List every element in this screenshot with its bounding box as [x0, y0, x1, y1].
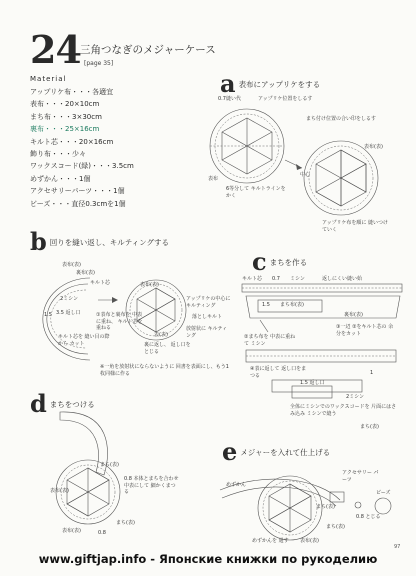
step-e-label: アクセサリー パーツ	[342, 470, 379, 483]
materials-list	[30, 86, 134, 210]
step-c-label: 1	[370, 370, 374, 376]
material-item: ワックスコード(緑)・・・3.5cm	[30, 162, 134, 171]
step-e-label: 表布(表)	[300, 538, 319, 544]
step-a-circle-right	[304, 141, 378, 215]
page-reference: [page 35]	[84, 60, 114, 67]
step-a-label: アップリケ位置をしるす	[258, 96, 313, 102]
step-b-label: 3.5 返し口	[56, 310, 81, 316]
step-c-title: まちを作る	[269, 257, 308, 267]
step-c-label: 裏布(表)	[344, 312, 363, 318]
material-item: まち布・・・3×30cm	[30, 112, 102, 121]
step-a-label: 6等分して キルトラインをかく	[226, 186, 286, 199]
step-e-label: ビーズ	[376, 490, 391, 496]
step-d-label: 0.8 本体とまちを合わせ 中表にして 細かくまつる	[124, 476, 179, 495]
material-item: 表布・・・20×10cm	[30, 100, 100, 109]
step-b-label: キルト芯を 縫い目の際から カット	[58, 334, 110, 347]
step-b-label: 表布(表)	[62, 262, 81, 268]
step-e-label: 0.8 とじる	[356, 514, 381, 520]
material-item: キルト芯・・・20×16cm	[30, 137, 114, 146]
step-d-heading	[30, 389, 95, 418]
step-b-label: 裏に返し、 返し口をとじる	[144, 342, 191, 355]
step-d-title: まちをつける	[49, 399, 95, 409]
step-a-letter: a	[220, 69, 236, 98]
step-a-label: まち付け位置の合い印をしるす	[306, 116, 377, 122]
step-d-letter: d	[30, 389, 47, 418]
step-a-heading	[220, 69, 321, 98]
step-b-label: 落としキルト	[192, 314, 222, 320]
step-c-label: ミシン	[290, 276, 305, 282]
step-e-label: めずかんを 通す	[252, 538, 289, 544]
material-item: めずかん・・・1個	[30, 174, 91, 183]
step-e-title: メジャーを入れて仕上げる	[240, 447, 331, 457]
material-item: 飾り布・・・少々	[30, 150, 86, 159]
step-c-label: キルト芯	[242, 276, 262, 282]
material-item: アクセサリーパーツ・・・1個	[30, 187, 125, 196]
step-b-label: ※一角を放射状にならないように 回書を表面にし、もう1枚同様に作る	[100, 364, 229, 377]
step-c-label: 2ミシン	[346, 394, 365, 400]
step-d-label: まち(表)	[116, 520, 135, 526]
watermark-site: www.giftjap.info - Японские книжки по рукоделию	[38, 552, 378, 566]
step-a-circle-left	[210, 109, 284, 183]
step-b-label: キルト芯	[90, 280, 110, 286]
step-b-heading	[30, 227, 169, 256]
material-item: 裏布・・・25×16cm	[30, 125, 100, 134]
step-c-label: 0.7	[272, 276, 280, 282]
step-b-label: 裏布(表)	[76, 270, 95, 276]
material-item: ビーズ・・・直径0.3cmを1個	[30, 199, 126, 208]
step-b-label: ①表布と裏布を 中表に重ね、 キルト芯を重ねる	[96, 312, 143, 331]
step-e-label: まち(表)	[316, 504, 335, 510]
step-e-letter: e	[222, 437, 238, 466]
step-c-label: 1.5	[262, 302, 270, 308]
step-e-heading	[222, 437, 331, 466]
step-a-label: 0.7縫い代	[218, 96, 241, 102]
step-c-label: ③一辺 ②をキルト芯の 余分をカット	[336, 324, 394, 337]
page-number: 97	[394, 544, 401, 550]
step-a-label: 表布(表)	[364, 144, 383, 150]
step-d-label: 表布(表)	[50, 488, 69, 494]
step-e-label: まち(表)	[326, 524, 345, 530]
step-c-letter: c	[252, 247, 267, 276]
step-c-label: まち(表)	[360, 424, 379, 430]
step-b-letter: b	[30, 227, 47, 256]
step-b-label: 2ミシン	[60, 296, 79, 302]
step-e-label: めずかん	[226, 482, 247, 488]
step-c-label: 全体にミシンでのワックスコードを 片面にはさみ込み ミシンで縫う	[290, 404, 397, 417]
step-c-label: 返しにくい縫い始	[322, 276, 363, 282]
step-d-label: 表布(表)	[62, 528, 81, 534]
step-b-label: 放射状に キルティング	[186, 326, 228, 339]
step-b-title: 回りを縫い返し、キルティングする	[49, 237, 169, 247]
step-c-label: 1.5 返し口	[300, 380, 325, 386]
step-d-label: まち(表)	[100, 462, 119, 468]
step-b-label: 表(表)	[154, 332, 168, 338]
material-item: アップリケ布・・・各適宜	[30, 88, 114, 96]
step-a-label: 表布	[208, 176, 219, 182]
step-a-title: 表布にアップリケをする	[238, 79, 321, 89]
step-c-label: まち布(表)	[280, 302, 304, 308]
project-title: 三角つなぎのメジャーケース	[80, 44, 216, 56]
project-number: 24	[30, 27, 81, 72]
step-a-label: アップリケ布を順に 縫いつけていく	[322, 220, 388, 233]
step-d-label: 0.8	[98, 530, 106, 536]
materials-heading: Material	[30, 75, 67, 83]
step-b-label: 表布(表)	[140, 282, 159, 288]
step-b-label: アップリケの中心に キルティング	[186, 296, 231, 309]
step-c-heading	[252, 247, 308, 276]
step-c-label: ②まち布を 中表に重ねて ミシン	[244, 334, 296, 347]
step-b-label: 1.5	[44, 312, 52, 318]
step-a-label: 中心	[300, 172, 311, 178]
step-c-label: ④表に返して 返し口をまつる	[250, 366, 307, 379]
